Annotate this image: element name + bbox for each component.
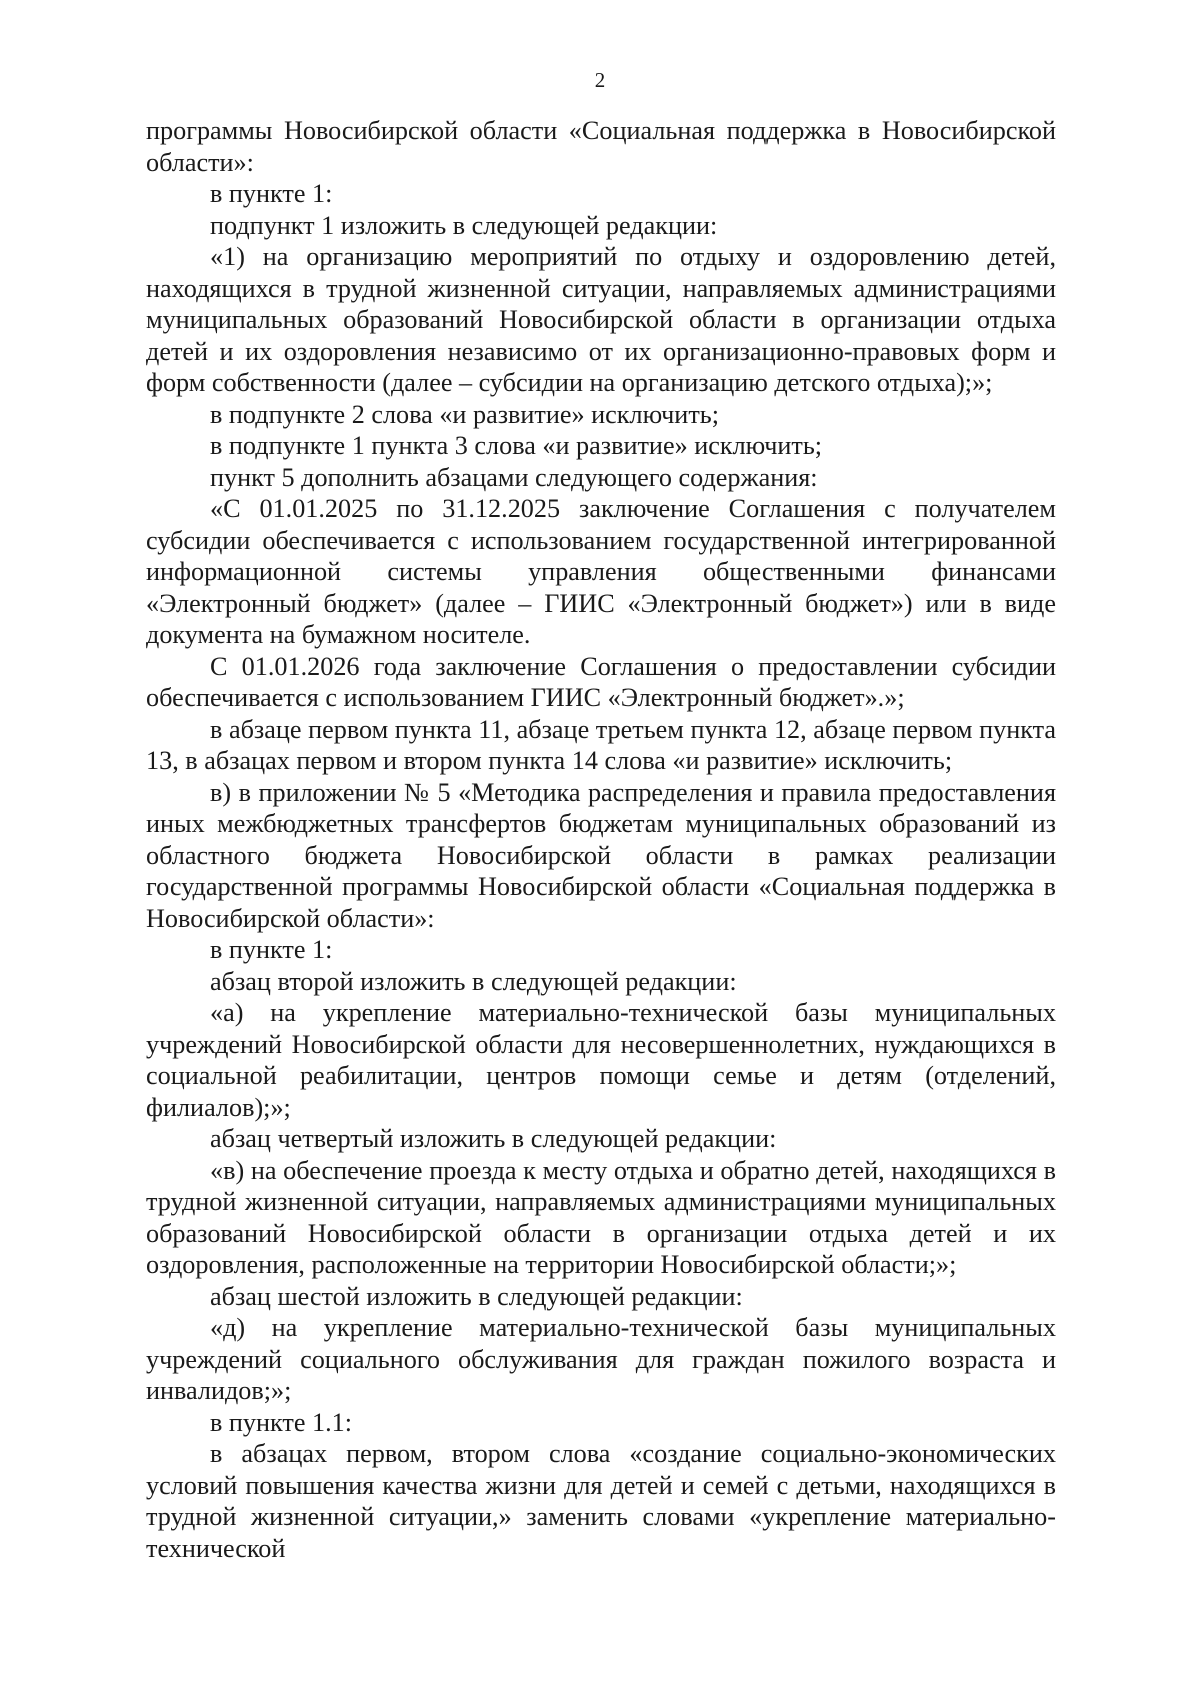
paragraph: абзац второй изложить в следующей редакции: <box>210 966 737 996</box>
document-body <box>146 115 1056 1564</box>
paragraph: «а) на укрепление материально-технической базы муниципальных учреждений Новосибирской области для несовершеннолетних, нуждающихся в социальной реабилитации, центров помощи семье и детям (отделений, филиалов);»; <box>146 998 1056 1122</box>
paragraph: С 01.01.2026 года заключение Соглашения о предоставлении субсидии обеспечивается с использованием ГИИС «Электронный бюджет».»; <box>146 651 1056 712</box>
paragraph: «д) на укрепление материально-технической базы муниципальных учреждений социального обслуживания для граждан пожилого возраста и инвалидов;»; <box>146 1313 1056 1405</box>
paragraph: в пункте 1: <box>210 935 333 964</box>
paragraph: в пункте 1: <box>210 179 333 208</box>
paragraph: «1) на организацию мероприятий по отдыху и оздоровлению детей, находящихся в трудной жизненной ситуации, направляемых администрациями муниципальных образований Новосибирской области в организации отдыха детей и их оздоровления независимо от их организационно-правовых форм и форм собственности (далее – субсидии на организацию детского отдыха);»; <box>146 242 1056 397</box>
paragraph: пункт 5 дополнить абзацами следующего содержания: <box>210 462 818 492</box>
paragraph: в) в приложении № 5 «Методика распределения и правила предоставления иных межбюджетных трансфертов бюджетам муниципальных образований из областного бюджета Новосибирской области в рамках реализации государственной программы Новосибирской области «Социальная поддержка в Новосибирской области»: <box>146 777 1056 933</box>
paragraph: «С 01.01.2025 по 31.12.2025 заключение Соглашения с получателем субсидии обеспечивается с использованием государственной интегрированной информационной системы управления общественными финансами «Электронный бюджет» (далее – ГИИС «Электронный бюджет») или в виде документа на бумажном носителе. <box>146 494 1056 649</box>
paragraph: программы Новосибирской области «Социальная поддержка в Новосибирской области»: <box>146 116 1056 177</box>
paragraph: абзац шестой изложить в следующей редакции: <box>210 1281 743 1311</box>
paragraph: в пункте 1.1: <box>210 1407 353 1437</box>
paragraph: в абзацах первом, втором слова «создание социально-экономических условий повышения качества жизни для детей и семей с детьми, находящихся в трудной жизненной ситуации,» заменить словами «укрепление материально-технической <box>146 1439 1056 1563</box>
paragraph: в подпункте 2 слова «и развитие» исключить; <box>210 399 719 429</box>
paragraph: подпункт 1 изложить в следующей редакции: <box>210 210 718 240</box>
paragraph: абзац четвертый изложить в следующей редакции: <box>210 1124 777 1153</box>
page-number: 2 <box>594 68 606 92</box>
paragraph: в подпункте 1 пункта 3 слова «и развитие» исключить; <box>210 431 823 460</box>
paragraph: «в) на обеспечение проезда к месту отдыха и обратно детей, находящихся в трудной жизненной ситуации, направляемых администрациями муниципальных образований Новосибирской области в организации отдыха детей и их оздоровления, расположенные на территории Новосибирской области;»; <box>146 1155 1056 1279</box>
paragraph: в абзаце первом пункта 11, абзаце третьем пункта 12, абзаце первом пункта 13, в абзацах первом и втором пункта 14 слова «и развитие» исключить; <box>146 714 1056 775</box>
